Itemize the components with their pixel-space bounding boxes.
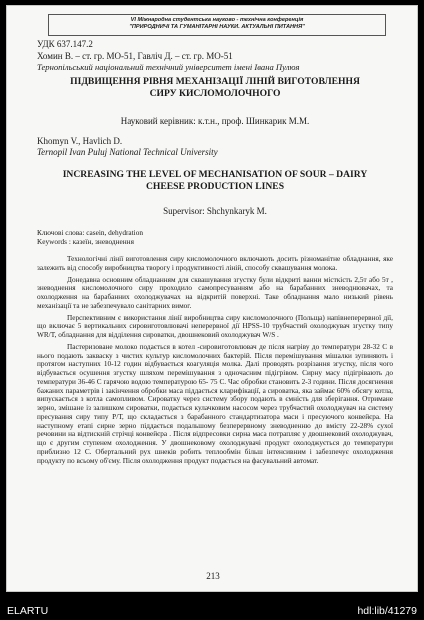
paragraph-1: Технологічні лінії виготовлення сиру кисломолочного включають досить різноманітне обладнання, яке залежить від способу виробництва творогу і продуктивності ліній, способу сквашування молока. <box>37 255 393 272</box>
keywords-en: Keywords : казеїн, зневоднення <box>37 237 134 246</box>
title-en-line1: INCREASING THE LEVEL OF MECHANISATION OF SOUR – DAIRY <box>62 169 368 180</box>
title-uk <box>37 76 393 100</box>
title-en-line2: CHEESE PRODUCTION LINES <box>145 181 285 192</box>
conference-header-line1: VI Міжнародна студентська науково - технічна конференція <box>130 17 304 23</box>
title-uk-line1: ПІДВИЩЕННЯ РІВНЯ МЕХАНІЗАЦІЇ ЛІНІЙ ВИГОТОВЛЕННЯ <box>70 76 360 87</box>
conference-header-line2: "ПРИРОДНИЧІ ТА ГУМАНІТАРНІ НАУКИ. АКТУАЛЬНІ ПИТАННЯ" <box>129 23 305 30</box>
page-number: 213 <box>206 571 220 581</box>
document-page <box>6 5 418 592</box>
udc-code: УДК 637.147.2 <box>37 39 93 49</box>
paragraph-2: Донедавна основним обладнанням для сквашування згустку були відкриті ванни місткість 2,5т або 5т , зневоднення кисломолочного сиру проходило самопресуванням або на барабанних зневоднювачах, та охолодження на барабанних охолоджувачах на відкритій поверхні. Таке обладнання мало низький рівень механізації та не забезпечувало санітарних вимог. <box>37 275 393 310</box>
article-body <box>37 255 393 468</box>
keywords-uk: Ключові слова: casein, dehydration <box>37 228 143 237</box>
paragraph-3: Перспективним є використання лінії виробництва сиру кисломолочного (Польща) напівнеперервної дії, що включає 5 вертикальних сировиготовлювачі неперервної дії HPSS-10 трубчастий охолоджувач згустку типу WR/T, обладнання для відділення сироватки, двошнековий охолоджувач W/S . <box>37 313 393 339</box>
supervisor-en: Supervisor: Shchynkaryk M. <box>163 206 267 216</box>
affiliation-en: Ternopil Ivan Puluj National Technical University <box>37 147 218 157</box>
authors-en: Khomyn V., Havlich D. <box>37 136 123 146</box>
title-en <box>37 169 393 193</box>
conference-header <box>48 14 386 36</box>
authors-uk: Хомин В. – ст. гр. МО-51, Гавліч Д. – ст. гр. МО-51 <box>37 51 233 61</box>
supervisor-uk: Науковий керівник: к.т.н., проф. Шинкарик М.М. <box>120 116 310 126</box>
title-uk-line2: СИРУ КИСЛОМОЛОЧНОГО <box>149 88 281 99</box>
paragraph-4: Пастеризоване молоко подається в котел -сировиготовлювач де після нагріву до температури 28-32 С в нього подають закваску з чистих культур кисломолочних бактерій. Після перемішування мішалки зупиняють і протягом наступних 10-12 годин відбувається коагуляція молка. Далі проводять розрізання згустку, після чого відбувається осушення згустку шляхом перемішування з одночасним підігрівом. Сирну масу підігрівають до температури 36-46 С гарячою водою температурою 65- 75 С. Час обробки становить 2-3 години. Після досягнення бажаних параметрів і закінчення обробки маса піддається кларифікації, а сироватка, яка займає 60% обсягу котла, випускається з котла самопливом. Сироватку через систему збору подають в ємність для зберігання. Отримане зерно, змішане із залишком сироватки, подається кулачковим насосом через трубчастий охолоджувач на систему пресування сиру типу Р/Т, що складається з барабанного стандартизатора маси і пресуючого конвейєра. На наступному етапі сирне зерно піддається подальшому безперервному зневодненню до вмісту 22-28% сухої речовини на відтискній стрічці конвейєра . Після відпресовки сирна маса потрапляє у двошнековий охолоджувач, що є другим ступенем охолодження. У двошнековому охолоджувачі продукт охолоджується до температури приблизно 12 С. Обертальний рух шнеків робить теплообмін більш інтенсивним і забезпечує охолодження продукту по всьому об'єму. Після охолодження продукт подається на фасувальний автомат. <box>37 342 393 465</box>
footer-handle-id: hdl:lib/41279 <box>357 605 417 617</box>
affiliation-uk: Тернопільський національний технічний університет імені Івана Пулюя <box>37 62 300 72</box>
footer-repository-label: ELARTU <box>7 605 49 617</box>
